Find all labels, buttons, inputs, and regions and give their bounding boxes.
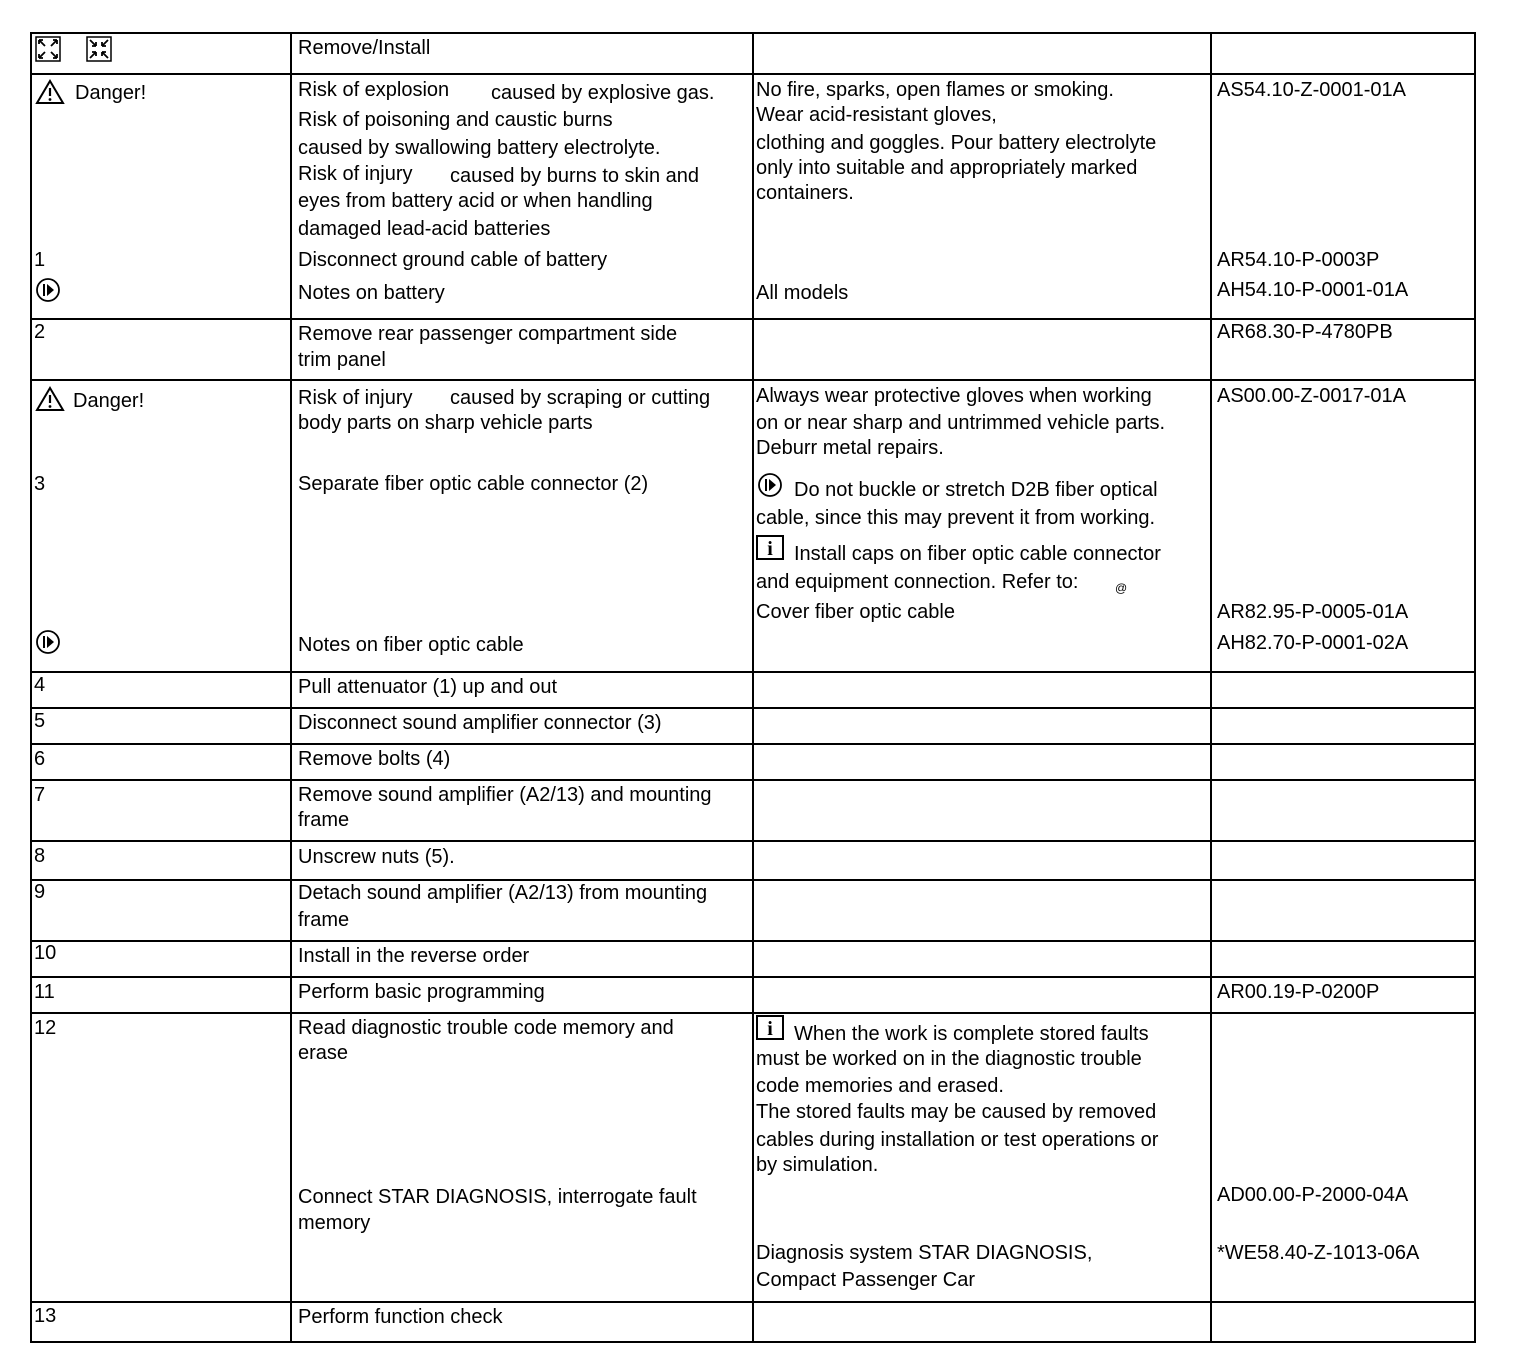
row-divider <box>30 840 1476 842</box>
info-text: cables during installation or test operations or <box>756 1129 1159 1151</box>
doc-reference[interactable]: AS00.00-Z-0017-01A <box>1217 385 1407 407</box>
risk-text: caused by explosive gas. <box>491 82 715 104</box>
svg-text:i: i <box>767 1018 773 1040</box>
step-number: 8 <box>34 845 46 867</box>
step-number: 4 <box>34 674 46 696</box>
step-text: frame <box>298 809 350 831</box>
info-text: must be worked on in the diagnostic trouble <box>756 1048 1142 1070</box>
row-divider <box>30 73 1476 75</box>
step-text: frame <box>298 909 350 931</box>
safety-measure: on or near sharp and untrimmed vehicle parts. <box>756 412 1166 434</box>
info-text: and equipment connection. Refer to: <box>756 571 1079 593</box>
column-divider <box>1210 32 1212 1343</box>
risk-text: Risk of poisoning and caustic burns <box>298 109 613 131</box>
note-text: Notes on fiber optic cable <box>298 634 524 656</box>
info-text: The stored faults may be caused by removed <box>756 1101 1157 1123</box>
safety-measure: No fire, sparks, open flames or smoking. <box>756 79 1114 101</box>
safety-measure: clothing and goggles. Pour battery electrolyte <box>756 132 1157 154</box>
info-text: code memories and erased. <box>756 1075 1004 1097</box>
row-divider <box>30 1012 1476 1014</box>
doc-reference[interactable]: AR54.10-P-0003P <box>1217 249 1380 271</box>
row-divider <box>30 879 1476 881</box>
step-text: Read diagnostic trouble code memory and <box>298 1017 674 1039</box>
doc-reference[interactable]: AR82.95-P-0005-01A <box>1217 601 1409 623</box>
step-text: Detach sound amplifier (A2/13) from mounting <box>298 882 708 904</box>
risk-text: caused by burns to skin and <box>450 165 700 187</box>
row-divider <box>30 779 1476 781</box>
safety-measure: Deburr metal repairs. <box>756 437 944 459</box>
doc-reference[interactable]: AH82.70-P-0001-02A <box>1217 632 1409 654</box>
tool-text: Compact Passenger Car <box>756 1269 975 1291</box>
risk-text: Risk of injury <box>298 387 413 409</box>
risk-text: caused by swallowing battery electrolyte. <box>298 137 661 159</box>
step-text: erase <box>298 1042 349 1064</box>
info-text: Install caps on fiber optic cable connector <box>794 543 1161 565</box>
risk-text: caused by scraping or cutting <box>450 387 711 409</box>
row-divider <box>30 32 1476 34</box>
info-text: by simulation. <box>756 1154 879 1176</box>
step-number: 11 <box>34 981 55 1003</box>
remove-icon <box>35 36 61 62</box>
note-icon <box>35 277 61 303</box>
info-icon <box>756 535 784 561</box>
table-border-right <box>1474 32 1476 1343</box>
step-text: Perform function check <box>298 1306 503 1328</box>
step-number: 13 <box>34 1305 57 1327</box>
cover-text: Cover fiber optic cable <box>756 601 955 623</box>
risk-text: Risk of injury <box>298 163 413 185</box>
install-icon <box>86 36 112 62</box>
note-text: Do not buckle or stretch D2B fiber optical <box>794 479 1158 501</box>
table-border-left <box>30 32 32 1343</box>
info-icon <box>756 1015 784 1041</box>
row-divider <box>30 940 1476 942</box>
step-number: 10 <box>34 942 57 964</box>
tool-text: Diagnosis system STAR DIAGNOSIS, <box>756 1242 1093 1264</box>
doc-reference[interactable]: AR00.19-P-0200P <box>1217 981 1380 1003</box>
step-text: Disconnect sound amplifier connector (3) <box>298 712 662 734</box>
doc-reference[interactable]: *WE58.40-Z-1013-06A <box>1217 1242 1420 1264</box>
row-divider <box>30 707 1476 709</box>
step-text: memory <box>298 1212 371 1234</box>
step-number: 7 <box>34 784 46 806</box>
doc-reference[interactable]: AR68.30-P-4780PB <box>1217 321 1393 343</box>
note-text: cable, since this may prevent it from working. <box>756 507 1156 529</box>
danger-label: Danger! <box>73 390 145 412</box>
step-number: 9 <box>34 881 46 903</box>
step-number: 6 <box>34 748 46 770</box>
note-icon <box>35 629 61 655</box>
row-divider <box>30 318 1476 320</box>
step-number: 1 <box>34 249 46 271</box>
step-text: Connect STAR DIAGNOSIS, interrogate fault <box>298 1186 697 1208</box>
step-number: 3 <box>34 473 46 495</box>
warning-triangle-icon <box>35 386 65 412</box>
step-text: Unscrew nuts (5). <box>298 846 455 868</box>
step-text: Perform basic programming <box>298 981 545 1003</box>
step-text: Disconnect ground cable of battery <box>298 249 608 271</box>
doc-reference[interactable]: AH54.10-P-0001-01A <box>1217 279 1409 301</box>
risk-text: body parts on sharp vehicle parts <box>298 412 593 434</box>
step-text: Install in the reverse order <box>298 945 530 967</box>
model-info: All models <box>756 282 849 304</box>
svg-text:i: i <box>767 538 773 560</box>
step-number: 5 <box>34 710 46 732</box>
step-text: Pull attenuator (1) up and out <box>298 676 558 698</box>
column-divider <box>290 32 292 1343</box>
step-text: Remove sound amplifier (A2/13) and mounting <box>298 784 712 806</box>
risk-text: Risk of explosion <box>298 79 450 101</box>
note-text: Notes on battery <box>298 282 445 304</box>
row-divider <box>30 976 1476 978</box>
doc-reference[interactable]: AD00.00-P-2000-04A <box>1217 1184 1409 1206</box>
info-text: When the work is complete stored faults <box>794 1023 1149 1045</box>
row-divider <box>30 743 1476 745</box>
row-divider <box>30 379 1476 381</box>
risk-text: eyes from battery acid or when handling <box>298 190 653 212</box>
note-icon <box>756 472 784 498</box>
step-text: Remove rear passenger compartment side <box>298 323 678 345</box>
row-divider <box>30 1341 1476 1343</box>
safety-measure: Always wear protective gloves when working <box>756 385 1152 407</box>
step-number: 12 <box>34 1017 57 1039</box>
column-divider <box>752 32 754 1343</box>
step-text: Remove bolts (4) <box>298 748 451 770</box>
step-text: trim panel <box>298 349 386 371</box>
safety-measure: Wear acid-resistant gloves, <box>756 104 997 126</box>
warning-triangle-icon <box>35 79 65 105</box>
step-number: 2 <box>34 321 46 343</box>
row-divider <box>30 1301 1476 1303</box>
step-text: Separate fiber optic cable connector (2) <box>298 473 649 495</box>
safety-measure: containers. <box>756 182 854 204</box>
risk-text: damaged lead-acid batteries <box>298 218 551 240</box>
danger-label: Danger! <box>75 82 147 104</box>
row-divider <box>30 671 1476 673</box>
safety-measure: only into suitable and appropriately marked <box>756 157 1138 179</box>
section-title: Remove/Install <box>298 37 431 59</box>
doc-reference[interactable]: AS54.10-Z-0001-01A <box>1217 79 1407 101</box>
link-symbol[interactable]: @ <box>1115 581 1128 595</box>
